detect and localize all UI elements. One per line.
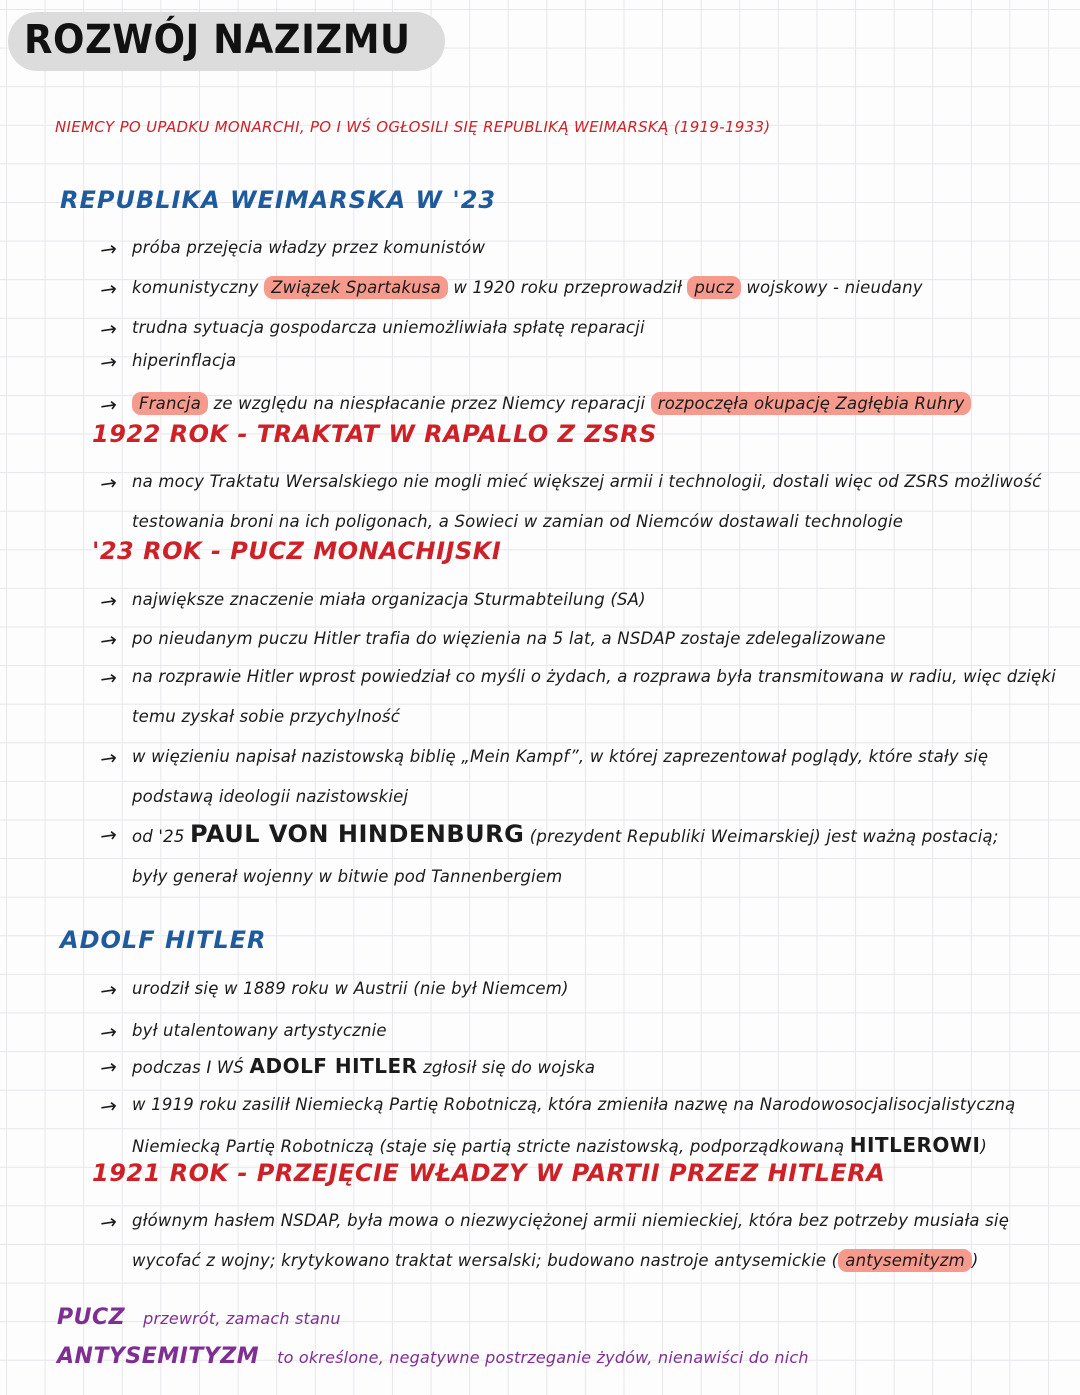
highlighted-text: Francja: [132, 392, 208, 415]
note-line: [132, 969, 569, 1009]
arrow-bullet-icon: →: [98, 665, 119, 692]
arrow-bullet-icon: →: [98, 588, 119, 615]
note-line: [132, 657, 1057, 737]
note-text: urodził się w 1889 roku w Austrii (nie był Niemcem): [132, 979, 569, 998]
page-title: ROZWÓJ NAZIZMU: [24, 16, 411, 63]
note-text: głównym hasłem NSDAP, była mowa o niezwyciężonej armii niemieckiej, która bez potrzeby musiała się wycofać z wojny; krytykowano traktat wersalski; budowano nastroje antysemickie (: [132, 1211, 1010, 1270]
person-name-hindenburg: PAUL VON HINDENBURG: [190, 820, 525, 848]
arrow-bullet-icon: →: [98, 977, 119, 1004]
note-line: [132, 228, 485, 268]
note-line: [132, 1085, 1062, 1167]
note-line: [132, 341, 236, 381]
list-item: [100, 228, 1065, 268]
list-item: [100, 384, 1065, 424]
arrow-bullet-icon: →: [98, 470, 119, 497]
note-text: podczas I WŚ: [132, 1058, 250, 1077]
arrow-bullet-icon: →: [98, 745, 119, 772]
section-heading-przejecie-wladzy: 1921 ROK - PRZEJĘCIE WŁADZY W PARTII PRZEZ HITLERA: [92, 1159, 886, 1187]
note-text: po nieudanym puczu Hitler trafia do więzienia na 5 lat, a NSDAP zostaje zdelegalizowane: [132, 629, 886, 648]
list-item: [100, 1085, 1065, 1167]
definition-term: ANTYSEMITYZM: [57, 1344, 260, 1369]
arrow-bullet-icon: →: [98, 276, 119, 303]
section-heading-republika-weimarska: REPUBLIKA WEIMARSKA W '23: [60, 186, 497, 214]
note-text: wojskowy - nieudany: [740, 278, 923, 297]
definition-term: PUCZ: [57, 1305, 126, 1330]
note-text: na mocy Traktatu Wersalskiego nie mogli mieć większej armii i technologii, dostali więc od ZSRS możliwość testowania broni na ich poligonach, a Sowieci w zamian od Niemców dostawali technologie: [132, 472, 1042, 531]
person-name-hitler: ADOLF HITLER: [249, 1054, 418, 1078]
definition-antysemityzm: [57, 1344, 809, 1369]
highlighted-text: antysemityzm: [838, 1249, 972, 1272]
section-heading-pucz-monachijski: '23 ROK - PUCZ MONACHIJSKI: [92, 537, 502, 565]
list-item: [100, 268, 1065, 308]
note-line: [132, 619, 886, 659]
note-text: od '25: [132, 827, 190, 846]
list-item: [100, 619, 1065, 659]
section-heading-adolf-hitler: ADOLF HITLER: [60, 926, 267, 954]
section-heading-traktat-rapallo: 1922 ROK - TRAKTAT W RAPALLO Z ZSRS: [92, 420, 657, 448]
arrow-bullet-icon: →: [98, 236, 119, 263]
arrow-bullet-icon: →: [98, 1019, 119, 1046]
note-line: [132, 384, 971, 424]
note-line: [132, 814, 1032, 897]
arrow-bullet-icon: →: [98, 1093, 119, 1120]
note-text: na rozprawie Hitler wprost powiedział co myśli o żydach, a rozprawa była transmitowana w radiu, więc dzięki temu zyskał sobie przychylność: [132, 667, 1056, 726]
arrow-bullet-icon: →: [98, 316, 119, 343]
page-title-highlight: [8, 12, 445, 71]
note-line: [132, 1201, 1047, 1281]
note-line: [132, 268, 923, 308]
intro-note: NIEMCY PO UPADKU MONARCHI, PO I WŚ OGŁOSILI SIĘ REPUBLIKĄ WEIMARSKĄ (1919-1933): [55, 118, 771, 136]
arrow-bullet-icon: →: [98, 1209, 119, 1236]
arrow-bullet-icon: →: [98, 1054, 119, 1081]
list-item: [100, 1201, 1065, 1281]
note-line: [132, 462, 1062, 542]
note-text: ze względu na niespłacanie przez Niemcy reparacji: [208, 394, 651, 413]
highlighted-text: Związek Spartakusa: [264, 276, 448, 299]
note-text: ): [980, 1137, 988, 1156]
arrow-bullet-icon: →: [98, 392, 119, 419]
highlighted-text: pucz: [687, 276, 740, 299]
note-text: komunistyczny: [132, 278, 265, 297]
note-text: hiperinflacja: [132, 351, 237, 370]
list-item: [100, 737, 1065, 817]
arrow-bullet-icon: →: [98, 627, 119, 654]
highlighted-text: rozpoczęła okupację Zagłębia Ruhry: [651, 392, 972, 415]
list-item: [100, 580, 1065, 620]
note-line: [132, 737, 1012, 817]
note-text: zgłosił się do wojska: [417, 1058, 596, 1077]
list-item: [100, 657, 1065, 737]
note-text: ): [971, 1251, 979, 1270]
list-item: [100, 1046, 1065, 1088]
definition-text: przewrót, zamach stanu: [143, 1309, 341, 1328]
list-item: [100, 1011, 1065, 1051]
note-text: był utalentowany artystycznie: [132, 1021, 387, 1040]
person-name-hitlerowi: HITLEROWI: [849, 1133, 981, 1157]
note-text: w 1919 roku zasilił Niemiecką Partię Robotniczą, która zmieniła nazwę na Narodowosocjalisocjalistyczną Niemiecką Partię Robotniczą (staje się partią stricte nazistowską, podporządkowaną: [132, 1095, 1016, 1156]
note-text: największe znaczenie miała organizacja Sturmabteilung (SA): [132, 590, 646, 609]
note-text: trudna sytuacja gospodarcza uniemożliwiała spłatę reparacji: [132, 318, 645, 337]
list-item: [100, 341, 1065, 381]
list-item: [100, 969, 1065, 1009]
list-item: [100, 814, 1065, 897]
arrow-bullet-icon: →: [98, 349, 119, 376]
definition-text: to określone, negatywne postrzeganie żydów, nienawiści do nich: [277, 1348, 809, 1367]
note-text: w więzieniu napisał nazistowską biblię „Mein Kampf”, w której zaprezentował poglądy, które stały się podstawą ideologii nazistowskiej: [132, 747, 989, 806]
note-line: [132, 580, 646, 620]
definition-pucz: [57, 1305, 341, 1330]
list-item: [100, 462, 1065, 542]
note-text: próba przejęcia władzy przez komunistów: [132, 238, 486, 257]
note-line: [132, 1046, 595, 1088]
note-line: [132, 1011, 387, 1051]
note-text: (prezydent Republiki Weimarskiej) jest ważną postacią; były generał wojenny w bitwie pod Tannenbergiem: [132, 827, 999, 886]
note-text: w 1920 roku przeprowadził: [447, 278, 688, 297]
arrow-bullet-icon: →: [98, 822, 119, 849]
